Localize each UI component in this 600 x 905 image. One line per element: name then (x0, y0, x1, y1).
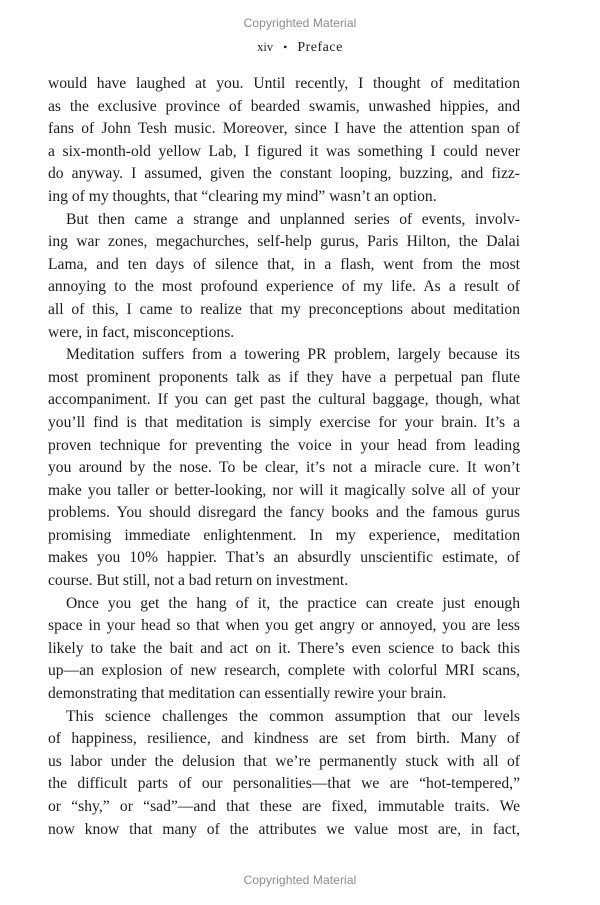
text-line: promising immediate enlightenment. In my experience, meditation (48, 526, 520, 544)
text-line: do anyway. I assumed, given the constant looping, buzzing, and fizz- (48, 165, 520, 183)
text-line: most prominent proponents talk as if they have a perpetual pan flute (48, 368, 520, 386)
text-line: problems. You should disregard the fancy books and the famous gurus (48, 504, 520, 522)
text-line: up—an explosion of new research, complete with colorful MRI scans, (48, 662, 520, 680)
running-head (0, 40, 600, 56)
text-line: course. But still, not a bad return on investment. (48, 572, 349, 590)
text-line: This science challenges the common assumption that our levels (66, 707, 520, 725)
text-line: demonstrating that meditation can essentially rewire your brain. (48, 685, 447, 703)
text-line: proven technique for preventing the voice in your head from leading (48, 436, 520, 454)
text-line: ing war zones, megachurches, self-help gurus, Paris Hilton, the Dalai (48, 233, 520, 251)
text-line: us labor under the delusion that we’re permanently stuck with all of (48, 752, 520, 770)
text-line: as the exclusive province of bearded swamis, unwashed hippies, and (48, 97, 520, 115)
text-line: annoying to the most profound experience of my life. As a result of (48, 278, 520, 296)
section-title: Preface (297, 40, 343, 55)
text-line: makes you 10% happier. That’s an absurdly unscientific estimate, of (48, 549, 520, 567)
text-line: of happiness, resilience, and kindness are set from birth. Many of (48, 730, 520, 748)
text-line: or “shy,” or “sad”—and that these are fixed, immutable traits. We (48, 798, 520, 815)
text-line: were, in fact, misconceptions. (48, 323, 235, 341)
text-line: But then came a strange and unplanned series of events, involv- (66, 210, 520, 228)
text-line: you around by the nose. To be clear, it’s not a miracle cure. It won’t (48, 459, 520, 477)
copyright-watermark-bottom: Copyrighted Material (243, 873, 357, 887)
copyright-watermark-top: Copyrighted Material (243, 16, 357, 30)
text-line: ing of my thoughts, that “clearing my mind” wasn’t an option. (48, 187, 437, 205)
text-line: now know that many of the attributes we value most are, in fact, (48, 820, 520, 838)
separator-bullet: • (283, 40, 288, 54)
text-line: Once you get the hang of it, the practice can create just enough (66, 594, 520, 612)
text-line: all of this, I came to realize that my preconceptions about meditation (48, 300, 520, 318)
text-line: Lama, and ten days of silence that, in a flash, went from the most (48, 255, 520, 273)
text-line: fans of John Tesh music. Moreover, since I have the attention span of (48, 120, 520, 138)
page-number: xiv (257, 40, 274, 54)
text-line: space in your head so that when you get angry or annoyed, you are less (48, 617, 520, 635)
text-line: a six-month-old yellow Lab, I figured it was something I could never (48, 142, 520, 160)
text-line: accompaniment. If you can get past the cultural baggage, though, what (48, 391, 520, 409)
text-line: the difficult parts of our personalities—that we are “hot-tempered,” (48, 775, 520, 793)
body-text (48, 73, 520, 841)
text-line: you’ll find is that meditation is simply exercise for your brain. It’s a (48, 413, 520, 431)
text-line: Meditation suffers from a towering PR problem, largely because its (66, 346, 520, 364)
text-line: would have laughed at you. Until recently, I thought of meditation (48, 75, 520, 92)
text-line: likely to take the bait and act on it. There’s even science to back this (48, 639, 520, 657)
text-line: make you taller or better-looking, nor will it magically solve all of your (48, 481, 520, 499)
